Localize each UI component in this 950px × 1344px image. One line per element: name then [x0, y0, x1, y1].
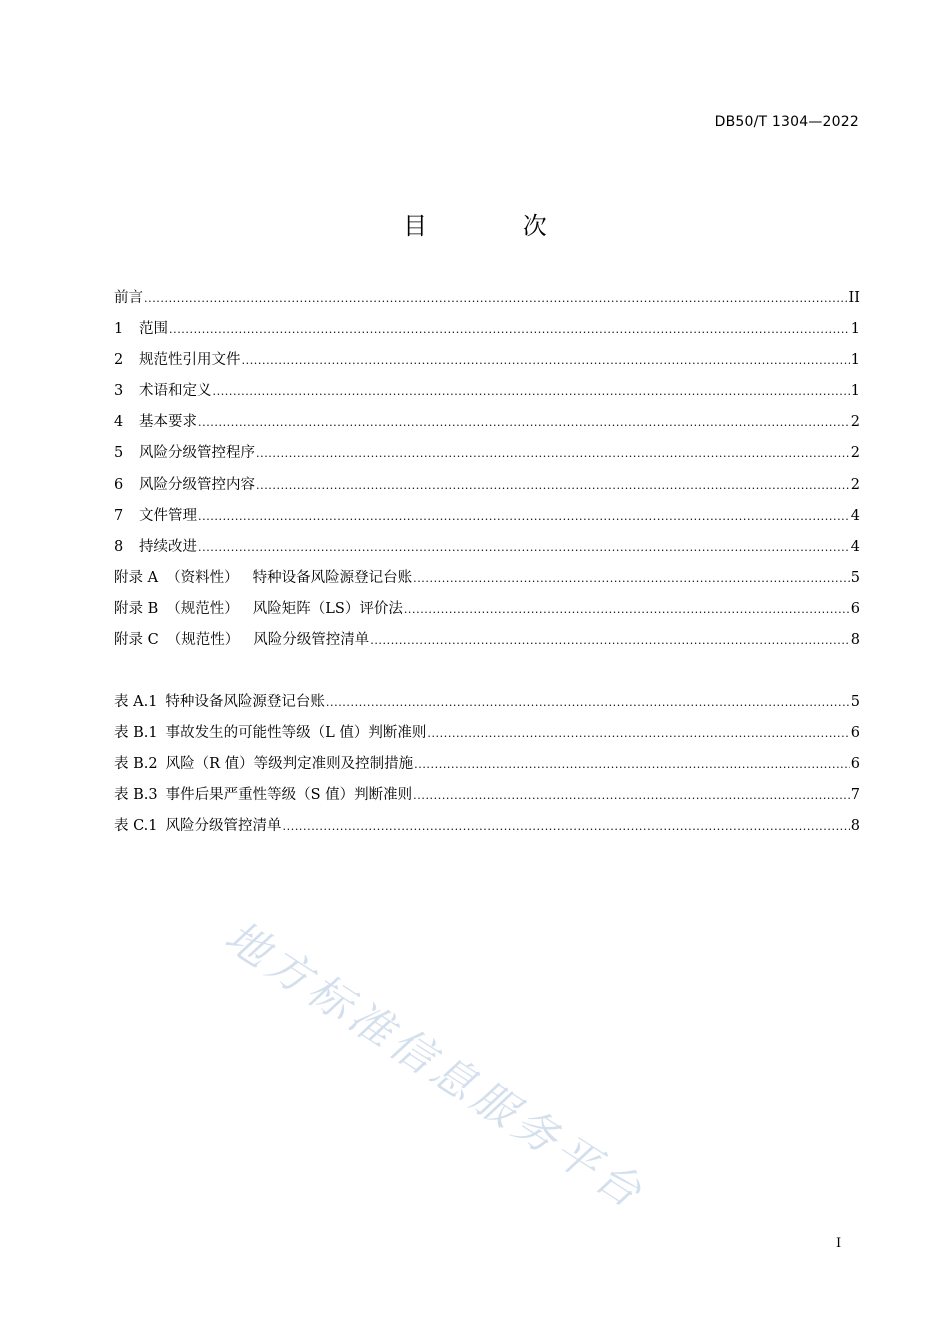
toc-entry-1[interactable]: [114, 318, 860, 349]
toc-entry-appendix-b[interactable]: [114, 598, 860, 629]
toc-entry-number: 5: [114, 445, 124, 462]
table-entry-page: 8: [850, 818, 860, 835]
document-code: DB50/T 1304—2022: [714, 114, 859, 130]
toc-entry-number: 附录 A: [114, 569, 159, 586]
table-entry-a1[interactable]: [114, 691, 860, 722]
toc-entry-6[interactable]: [114, 474, 860, 505]
table-entry-number: 表 B.2: [114, 756, 158, 773]
toc-entry-page: 2: [850, 476, 860, 493]
table-entry-number: 表 B.1: [114, 725, 158, 742]
toc-entry-label: 术语和定义: [139, 383, 212, 400]
toc-leader-dots: [213, 381, 850, 403]
toc-entry-page: 4: [850, 538, 860, 555]
table-entry-number: 表 B.3: [114, 787, 158, 804]
table-entry-page: 7: [850, 787, 860, 804]
toc-entry-7[interactable]: [114, 505, 860, 536]
table-entry-c1[interactable]: [114, 815, 860, 846]
toc-entry-page: 1: [850, 383, 860, 400]
toc-entry-annotation: （规范性）: [166, 632, 240, 649]
toc-entry-label: 风险分级管控程序: [139, 445, 255, 462]
toc-entry-number: 3: [114, 383, 124, 400]
watermark: 地方标准信息服务平台: [215, 911, 655, 1221]
toc-entry-number: 2: [114, 352, 124, 369]
toc-entry-label: 规范性引用文件: [139, 352, 241, 369]
toc-leader-dots: [326, 692, 850, 714]
table-entry-page: 6: [850, 756, 860, 773]
toc-entry-label: 持续改进: [139, 538, 197, 555]
toc-entry-label: 基本要求: [139, 414, 197, 431]
toc-entry-page: 8: [850, 632, 860, 649]
table-entry-number: 表 C.1: [114, 818, 158, 835]
toc-entry-label: 风险分级管控内容: [139, 476, 255, 493]
table-entry-page: 6: [850, 725, 860, 742]
toc-leader-dots: [144, 288, 848, 310]
table-entry-label: 事件后果严重性等级（S 值）判断准则: [165, 787, 413, 804]
toc-entry-appendix-a[interactable]: [114, 567, 860, 598]
toc-entry-page: 6: [850, 600, 860, 617]
toc-entry-label: 文件管理: [139, 507, 197, 524]
toc-leader-dots: [198, 537, 850, 559]
table-entry-b2[interactable]: [114, 753, 860, 784]
toc-leader-dots: [283, 816, 850, 838]
toc-leader-dots: [242, 350, 850, 372]
toc-entry-page: 2: [850, 414, 860, 431]
page-title: 目 次: [403, 212, 591, 240]
toc-entry-page: 5: [850, 569, 860, 586]
toc-leader-dots: [198, 412, 850, 434]
table-entry-number: 表 A.1: [114, 694, 158, 710]
table-entry-label: 风险分级管控清单: [165, 818, 282, 835]
toc-entry-number: 4: [114, 414, 124, 431]
page-number: I: [836, 1236, 842, 1251]
table-entry-b3[interactable]: [114, 784, 860, 815]
toc-entry-annotation: （规范性）: [166, 600, 239, 617]
toc-leader-dots: [370, 630, 850, 652]
toc-entry-8[interactable]: [114, 536, 860, 567]
table-entry-label: 事故发生的可能性等级（L 值）判断准则: [165, 725, 427, 742]
list-of-tables: [114, 691, 860, 846]
toc-entry-2[interactable]: [114, 349, 860, 380]
toc-entry-label: 特种设备风险源登记台账: [252, 569, 413, 586]
toc-leader-dots: [413, 568, 850, 590]
table-entry-b1[interactable]: [114, 722, 860, 753]
toc-leader-dots: [256, 443, 850, 465]
toc-entry-label: 风险矩阵（LS）评价法: [252, 600, 403, 617]
toc-entry-number: 附录 B: [114, 600, 159, 617]
toc-leader-dots: [404, 599, 850, 621]
toc-entry-number: 7: [114, 507, 124, 524]
toc-entry-5[interactable]: [114, 442, 860, 473]
table-entry-label: 特种设备风险源登记台账: [165, 694, 325, 710]
toc-entry-number: 8: [114, 538, 124, 555]
toc-entry-label: 范围: [139, 321, 168, 338]
table-entry-page: 5: [850, 694, 860, 710]
toc-entry-3[interactable]: [114, 380, 860, 411]
toc-entry-number: 6: [114, 476, 124, 493]
toc-entry-page: 1: [850, 352, 860, 369]
table-entry-label: 风险（R 值）等级判定准则及控制措施: [165, 756, 414, 773]
toc-leader-dots: [427, 723, 849, 745]
toc-leader-dots: [169, 319, 850, 341]
toc-entry-page: 4: [850, 507, 860, 524]
toc-entry-label: 风险分级管控清单: [253, 632, 370, 649]
toc-entry-foreword[interactable]: [114, 287, 860, 318]
toc-leader-dots: [414, 754, 850, 776]
toc-entry-page: 1: [850, 321, 860, 338]
toc-entry-number: 1: [114, 321, 124, 338]
toc-leader-dots: [256, 475, 850, 497]
toc-entry-page: II: [848, 290, 860, 306]
toc-entry-number: 附录 C: [114, 632, 159, 649]
toc-entry-appendix-c[interactable]: [114, 629, 860, 660]
table-of-contents: [114, 287, 860, 660]
toc-entry-page: 2: [850, 445, 860, 462]
toc-leader-dots: [413, 785, 850, 807]
toc-entry-label: 前言: [114, 290, 143, 306]
toc-entry-4[interactable]: [114, 411, 860, 442]
toc-leader-dots: [198, 506, 850, 528]
toc-entry-annotation: （资料性）: [166, 569, 239, 586]
